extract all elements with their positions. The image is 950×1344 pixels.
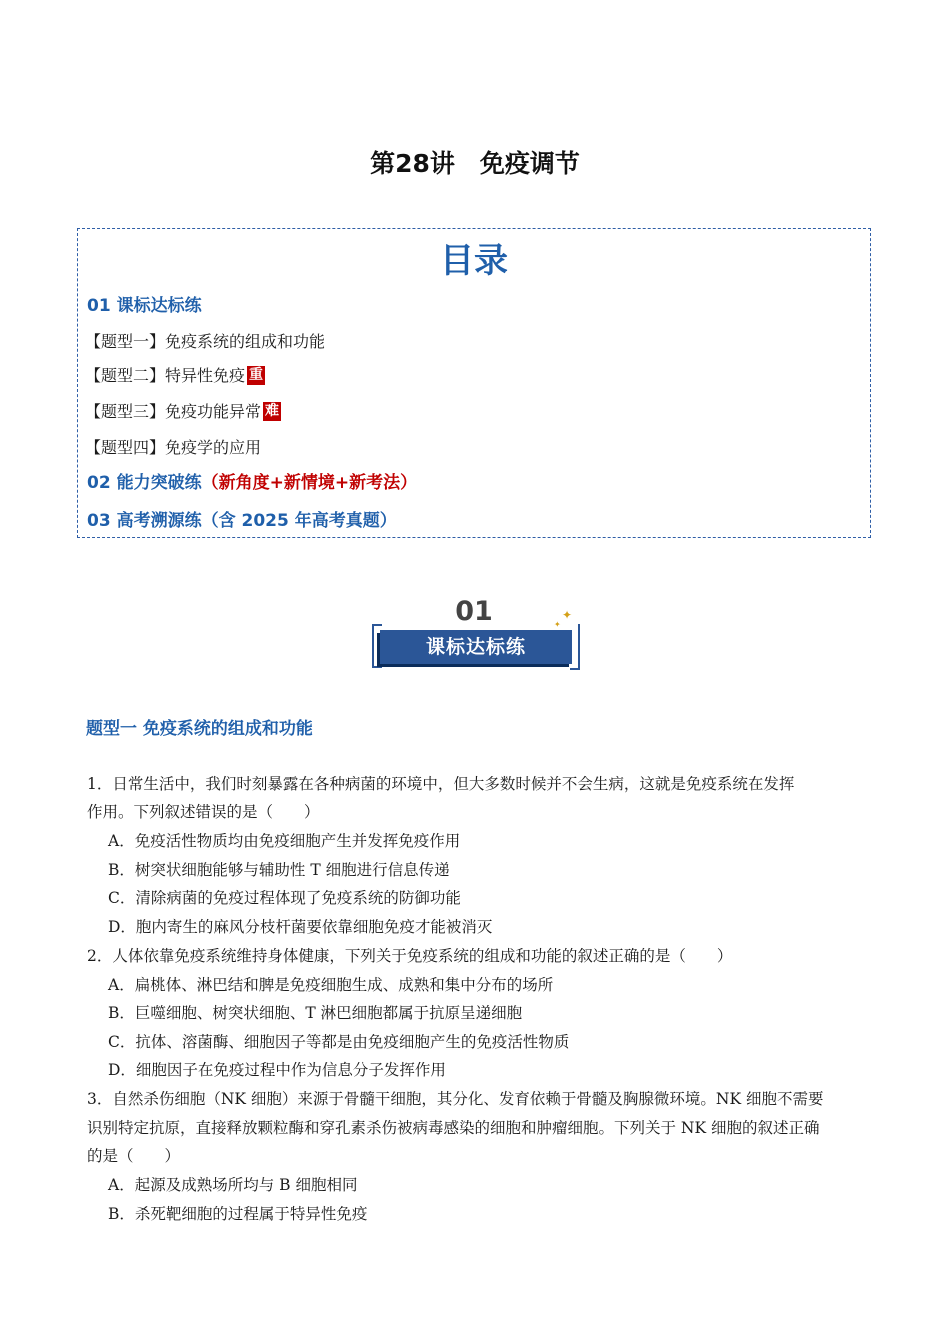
question-2-stem-line: 2．人体依靠免疫系统维持身体健康，下列关于免疫系统的组成和功能的叙述正确的是（ ）: [87, 947, 733, 965]
sparkle-icon: ✦: [562, 608, 573, 622]
question-3-option-b: B．杀死靶细胞的过程属于特异性免疫: [108, 1205, 368, 1223]
question-2-option-a: A．扁桃体、淋巴结和脾是免疫细胞生成、成熟和集中分布的场所: [108, 976, 554, 994]
toc-item-label: 【题型四】免疫学的应用: [85, 438, 262, 457]
toc-item-label: 【题型三】免疫功能异常: [85, 402, 262, 421]
question-1-option-c: C．清除病菌的免疫过程体现了免疫系统的防御功能: [108, 889, 461, 907]
toc-item-label: 【题型一】免疫系统的组成和功能: [85, 332, 326, 351]
question-3-option-a: A．起源及成熟场所均与 B 细胞相同: [108, 1176, 358, 1194]
question-1-option-a: A．免疫活性物质均由免疫细胞产生并发挥免疫作用: [108, 832, 461, 850]
toc-link-type-3[interactable]: [85, 399, 281, 422]
difficult-badge: 难: [265, 403, 280, 419]
section-banner: [370, 596, 582, 674]
question-2-option-b: B．巨噬细胞、树突状细胞、T 淋巴细胞都属于抗原呈递细胞: [108, 1004, 523, 1022]
key-point-badge: 重: [249, 367, 264, 383]
question-1-stem-line: 作用。下列叙述错误的是（ ）: [87, 803, 320, 821]
toc-item-label: 【题型二】特异性免疫: [85, 366, 246, 385]
question-1-option-d: D．胞内寄生的麻风分枝杆菌要依靠细胞免疫才能被消灭: [108, 918, 493, 936]
toc-link-section-03[interactable]: 03 高考溯源练（含 2025 年高考真题）: [87, 511, 397, 531]
toc-link-section-01[interactable]: 01 课标达标练: [87, 296, 202, 316]
question-1-option-b: B．树突状细胞能够与辅助性 T 细胞进行信息传递: [108, 861, 450, 879]
section-title: 题型一 免疫系统的组成和功能: [86, 719, 313, 739]
toc-link-type-2[interactable]: [85, 363, 265, 386]
sparkle-icon: ✦: [554, 620, 561, 629]
banner-label: 课标达标练: [425, 636, 526, 658]
toc-link-type-4[interactable]: [85, 435, 261, 458]
toc-section-label: 02 能力突破练: [87, 473, 202, 493]
document-title: 第28讲 免疫调节: [370, 149, 580, 178]
toc-link-section-02[interactable]: [87, 468, 417, 493]
toc-link-type-1[interactable]: [85, 329, 325, 352]
question-1-stem-line: 1．日常生活中，我们时刻暴露在各种病菌的环境中，但大多数时候并不会生病，这就是免疫系统在发挥: [87, 775, 795, 793]
question-3-stem-line: 识别特定抗原，直接释放颗粒酶和穿孔素杀伤被病毒感染的细胞和肿瘤细胞。下列关于 NK 细胞的叙述正确: [87, 1119, 820, 1137]
question-2-option-c: C．抗体、溶菌酶、细胞因子等都是由免疫细胞产生的免疫活性物质: [108, 1033, 570, 1051]
table-of-contents: [77, 228, 871, 538]
banner-number: 01: [455, 596, 493, 627]
question-3-stem-line: 3．自然杀伤细胞（NK 细胞）来源于骨髓干细胞，其分化、发育依赖于骨髓及胸腺微环境。NK 细胞不需要: [87, 1090, 824, 1108]
question-3-stem-line: 的是（ ）: [87, 1147, 181, 1165]
toc-section-note: （新角度+新情境+新考法）: [201, 473, 418, 493]
question-2-option-d: D．细胞因子在免疫过程中作为信息分子发挥作用: [108, 1061, 446, 1079]
toc-heading: 目录: [440, 241, 508, 281]
